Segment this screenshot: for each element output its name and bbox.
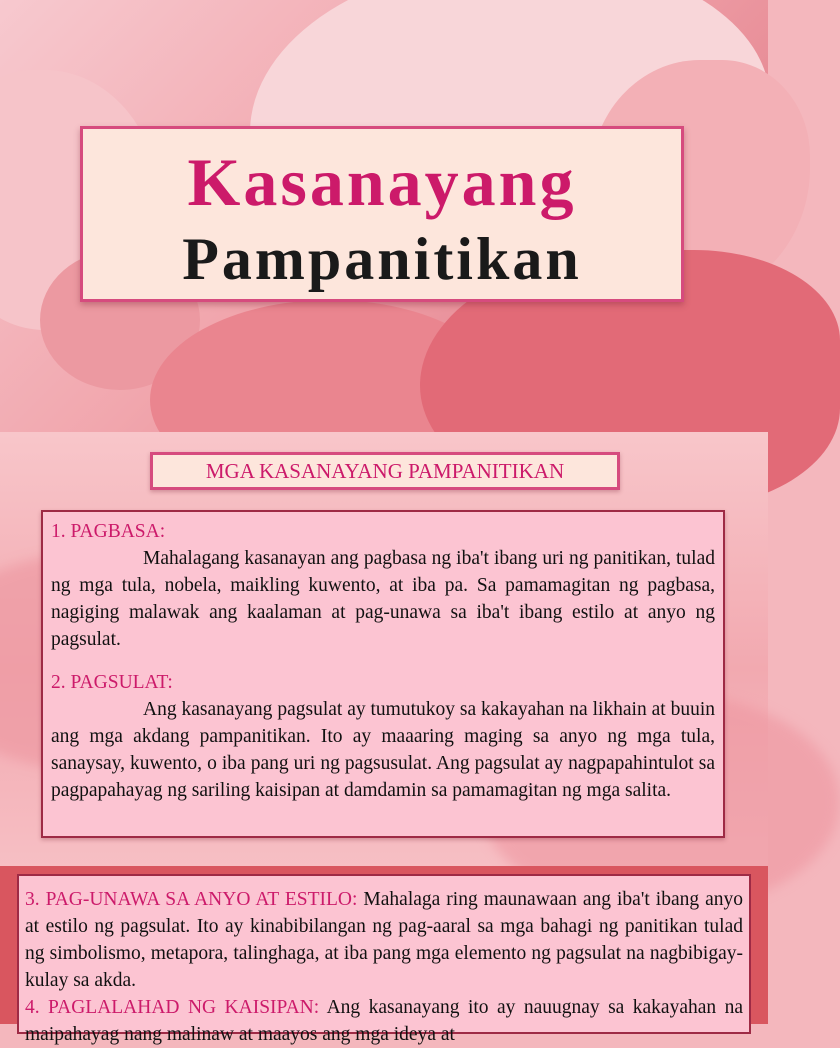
section-pag-unawa (25, 886, 743, 994)
cover-slide (0, 0, 768, 432)
slide-heading: MGA KASANAYANG PAMPANITIKAN (150, 452, 620, 490)
section-title-pag-unawa: 3. PAG-UNAWA SA ANYO AT ESTILO: (25, 889, 358, 910)
section-body-pagbasa: Mahalagang kasanayan ang pagbasa ng iba't ibang uri ng panitikan, tulad ng mga tula, nobela, maikling kuwento, at iba pa. Sa pamamagitan ng pagbasa, nagiging malawak ang kaalaman at pag-unawa sa iba't ibang estilo at anyo ng pagsulat. (51, 548, 715, 650)
section-title-pagbasa: 1. PAGBASA: (51, 521, 166, 542)
content-box (41, 510, 725, 838)
section-title-pagsulat: 2. PAGSULAT: (51, 672, 173, 693)
section-body-pag-unawa: Mahalaga ring maunawaan ang iba't ibang anyo at estilo ng pagsulat. Ito ay kinabibilangan ng pag-aaral sa mga bahagi ng panitikan tulad ng simbolismo, metapora, talinghaga, at iba pang mga elemento ng pagsulat na nagbibigay-kulay sa akda. (25, 889, 744, 991)
content-slide-2 (0, 866, 768, 1045)
section-body-paglalahad: Ang kasanayang ito ay nauugnay sa kakayahan na maipahayag nang malinaw at maayos ang mga ideya at (25, 997, 743, 1045)
title-line-2: Pampanitikan (182, 226, 582, 292)
title-box (80, 126, 684, 302)
section-title-paglalahad: 4. PAGLALAHAD NG KAISIPAN: (25, 997, 320, 1018)
title-line-1: Kasanayang (187, 144, 577, 220)
content-box-2 (17, 874, 751, 1045)
section-paglalahad (25, 994, 743, 1048)
section-body-pagsulat: Ang kasanayang pagsulat ay tumutukoy sa kakayahan na likhain at buuin ang mga akdang pampanitikan. Ito ay maaaring maging sa anyo ng mga tula, sanaysay, kuwento, o iba pang uri ng pagsusulat. Ang pagsulat ay nagpapahintulot sa pagpapahayag ng sariling kaisipan at damdamin sa pamamagitan ng mga salita. (51, 699, 715, 801)
